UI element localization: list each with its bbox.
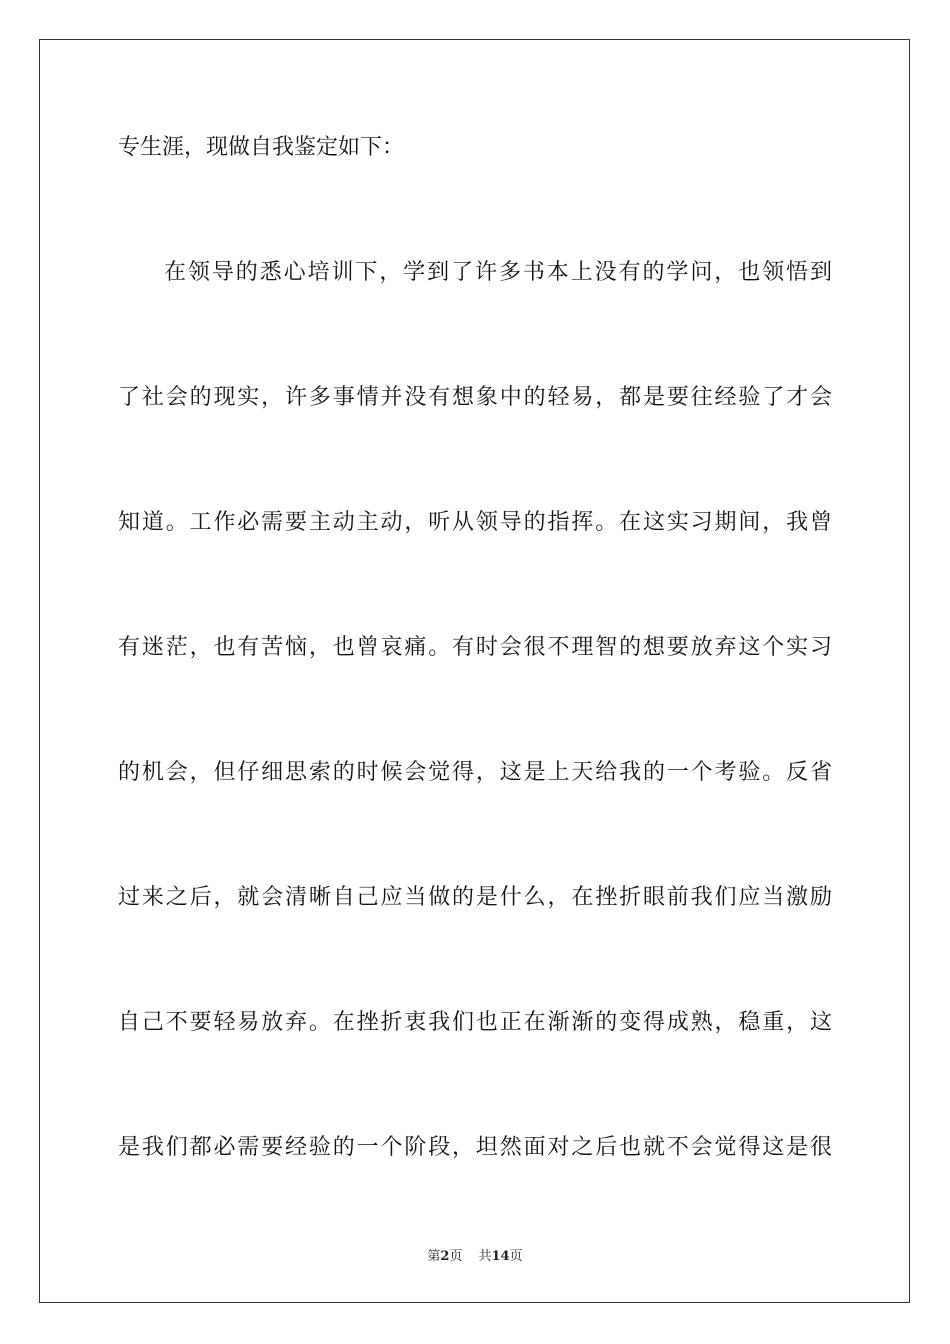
page-number: 2 [440,1249,450,1264]
text-line-5: 有迷茫，也有苦恼，也曾哀痛。有时会很不理智的想要放弃这个实习 [118,635,832,660]
text-line-6: 的机会，但仔细思索的时候会觉得，这是上天给我的一个考验。反省 [118,760,832,785]
text-line-4: 知道。工作必需要主动主动，听从领导的指挥。在这实习期间，我曾 [118,510,832,535]
text-line-8: 自己不要轻易放弃。在挫折衷我们也正在渐渐的变得成熟，稳重，这 [118,1010,832,1035]
text-line-3: 了社会的现实，许多事情并没有想象中的轻易，都是要往经验了才会 [118,385,832,410]
text-line-9: 是我们都必需要经验的一个阶段，坦然面对之后也就不会觉得这是很 [118,1135,832,1160]
page-suffix: 页 [449,1249,463,1264]
page-border [39,39,910,1303]
page-prefix: 第 [427,1249,441,1264]
text-line-2: 在领导的悉心培训下，学到了许多书本上没有的学问，也领悟到 [164,260,832,285]
text-line-1: 专生涯，现做自我鉴定如下： [118,135,405,160]
total-pages: 14 [491,1249,510,1264]
total-prefix: 共 [478,1249,492,1264]
page-footer [0,1249,950,1265]
text-line-7: 过来之后，就会清晰自己应当做的是什么，在挫折眼前我们应当激励 [118,885,832,910]
total-suffix: 页 [509,1249,523,1264]
